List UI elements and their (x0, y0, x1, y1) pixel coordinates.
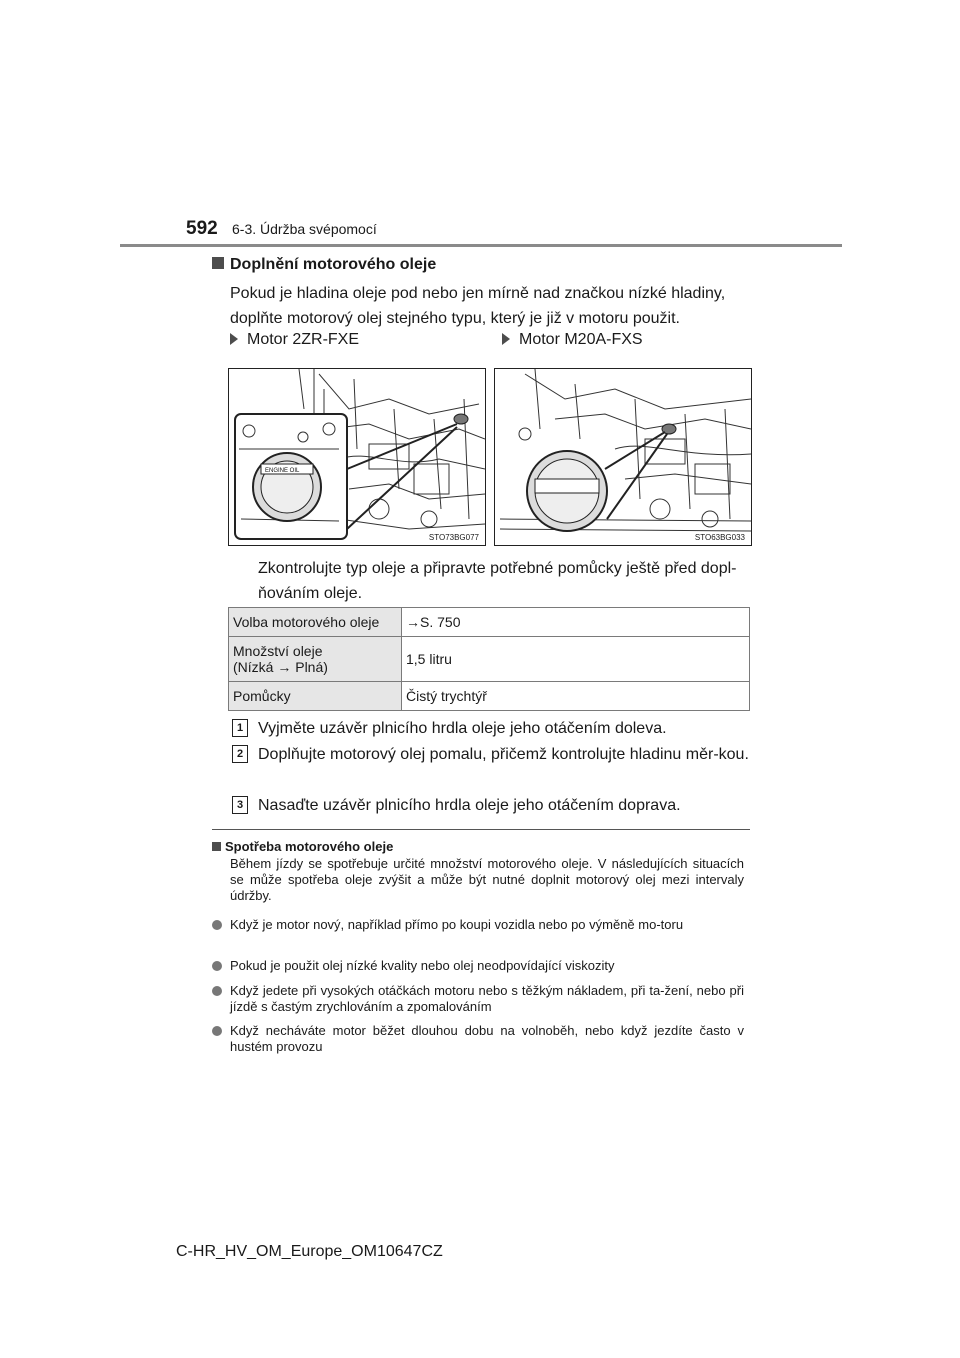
figure-caption-text: Motor M20A-FXS (519, 331, 643, 348)
section-breadcrumb: 6-3. Údržba svépomocí (232, 221, 377, 237)
page-number: 592 (186, 218, 218, 239)
square-bullet-icon (212, 257, 224, 269)
table-key-line: Množství oleje (233, 643, 323, 659)
engine-oil-cap-label: ENGINE OIL (265, 468, 300, 474)
list-item-text: Pokud je použit olej nízké kvality nebo olej neodpovídající viskozity (230, 958, 615, 973)
triangle-bullet-icon (502, 333, 510, 345)
spec-table (228, 607, 750, 711)
step-text: Doplňujte motorový olej pomalu, přičemž kontrolujte hladinu měr-kou. (258, 746, 749, 763)
figure-code: STO63BG033 (694, 533, 745, 542)
note-title (212, 839, 393, 854)
step-text: Nasaďte uzávěr plnicího hrdla oleje jeho otáčením doprava. (258, 797, 681, 814)
table-value: Čistý trychtýř (402, 682, 750, 711)
list-item-text: Když jedete při vysokých otáčkách motoru nebo s těžkým nákladem, při ta-žení, nebo při jízdě s častým zrychlováním a zpomalováním (230, 983, 744, 1014)
table-value: →S. 750 (402, 608, 750, 637)
bullet-dot-icon (212, 961, 222, 971)
list-item-text: Když necháváte motor běžet dlouhou dobu na volnoběh, nebo když jezdíte často v hustém provozu (230, 1023, 744, 1054)
table-row (229, 682, 750, 711)
step-number-badge: 2 (232, 745, 248, 763)
list-item-text: Když je motor nový, například přímo po koupi vozidla nebo po výměně mo-toru (230, 917, 684, 932)
figure-caption-m20a (502, 331, 643, 349)
square-bullet-icon (212, 842, 221, 851)
figure-code: STO73BG077 (428, 533, 479, 542)
note-title-text: Spotřeba motorového oleje (225, 839, 394, 854)
bullet-dot-icon (212, 986, 222, 996)
step-number-badge: 3 (232, 796, 248, 814)
engine-illustration-m20a (494, 368, 752, 546)
engine-bay-drawing (229, 369, 485, 545)
header-divider (120, 244, 842, 247)
triangle-bullet-icon (230, 333, 238, 345)
bullet-dot-icon (212, 1026, 222, 1036)
table-key: Volba motorového oleje (229, 608, 402, 637)
intro-paragraph: Pokud je hladina oleje pod nebo jen mírně nad značkou nízké hladiny, doplňte motorový olej stejného typu, který je již v motoru použit. (230, 285, 726, 327)
bullet-dot-icon (212, 920, 222, 930)
table-row (229, 608, 750, 637)
table-key-line: (Nízká → Plná) (233, 659, 328, 675)
figure-caption-2zr (230, 331, 359, 349)
table-value: 1,5 litru (402, 637, 750, 682)
table-key (229, 637, 402, 682)
table-key: Pomůcky (229, 682, 402, 711)
table-row (229, 637, 750, 682)
engine-illustration-2zr (228, 368, 486, 546)
note-divider (212, 829, 750, 830)
note-body: Během jízdy se spotřebuje určité množství motorového oleje. V následujících situacích se může spotřeba oleje zvýšit a může být nutné doplnit motorový olej mezi intervaly údržby. (230, 856, 744, 903)
section-title (212, 256, 436, 274)
section-title-text: Doplnění motorového oleje (230, 256, 437, 273)
check-paragraph: Zkontrolujte typ oleje a připravte potřebné pomůcky ještě před dopl-ňováním oleje. (258, 560, 737, 602)
document-footer: C-HR_HV_OM_Europe_OM10647CZ (176, 1243, 443, 1260)
figure-caption-text: Motor 2ZR-FXE (247, 331, 360, 348)
step-number-badge: 1 (232, 719, 248, 737)
step-text: Vyjměte uzávěr plnicího hrdla oleje jeho otáčením doleva. (258, 720, 667, 737)
engine-bay-drawing (495, 369, 751, 545)
